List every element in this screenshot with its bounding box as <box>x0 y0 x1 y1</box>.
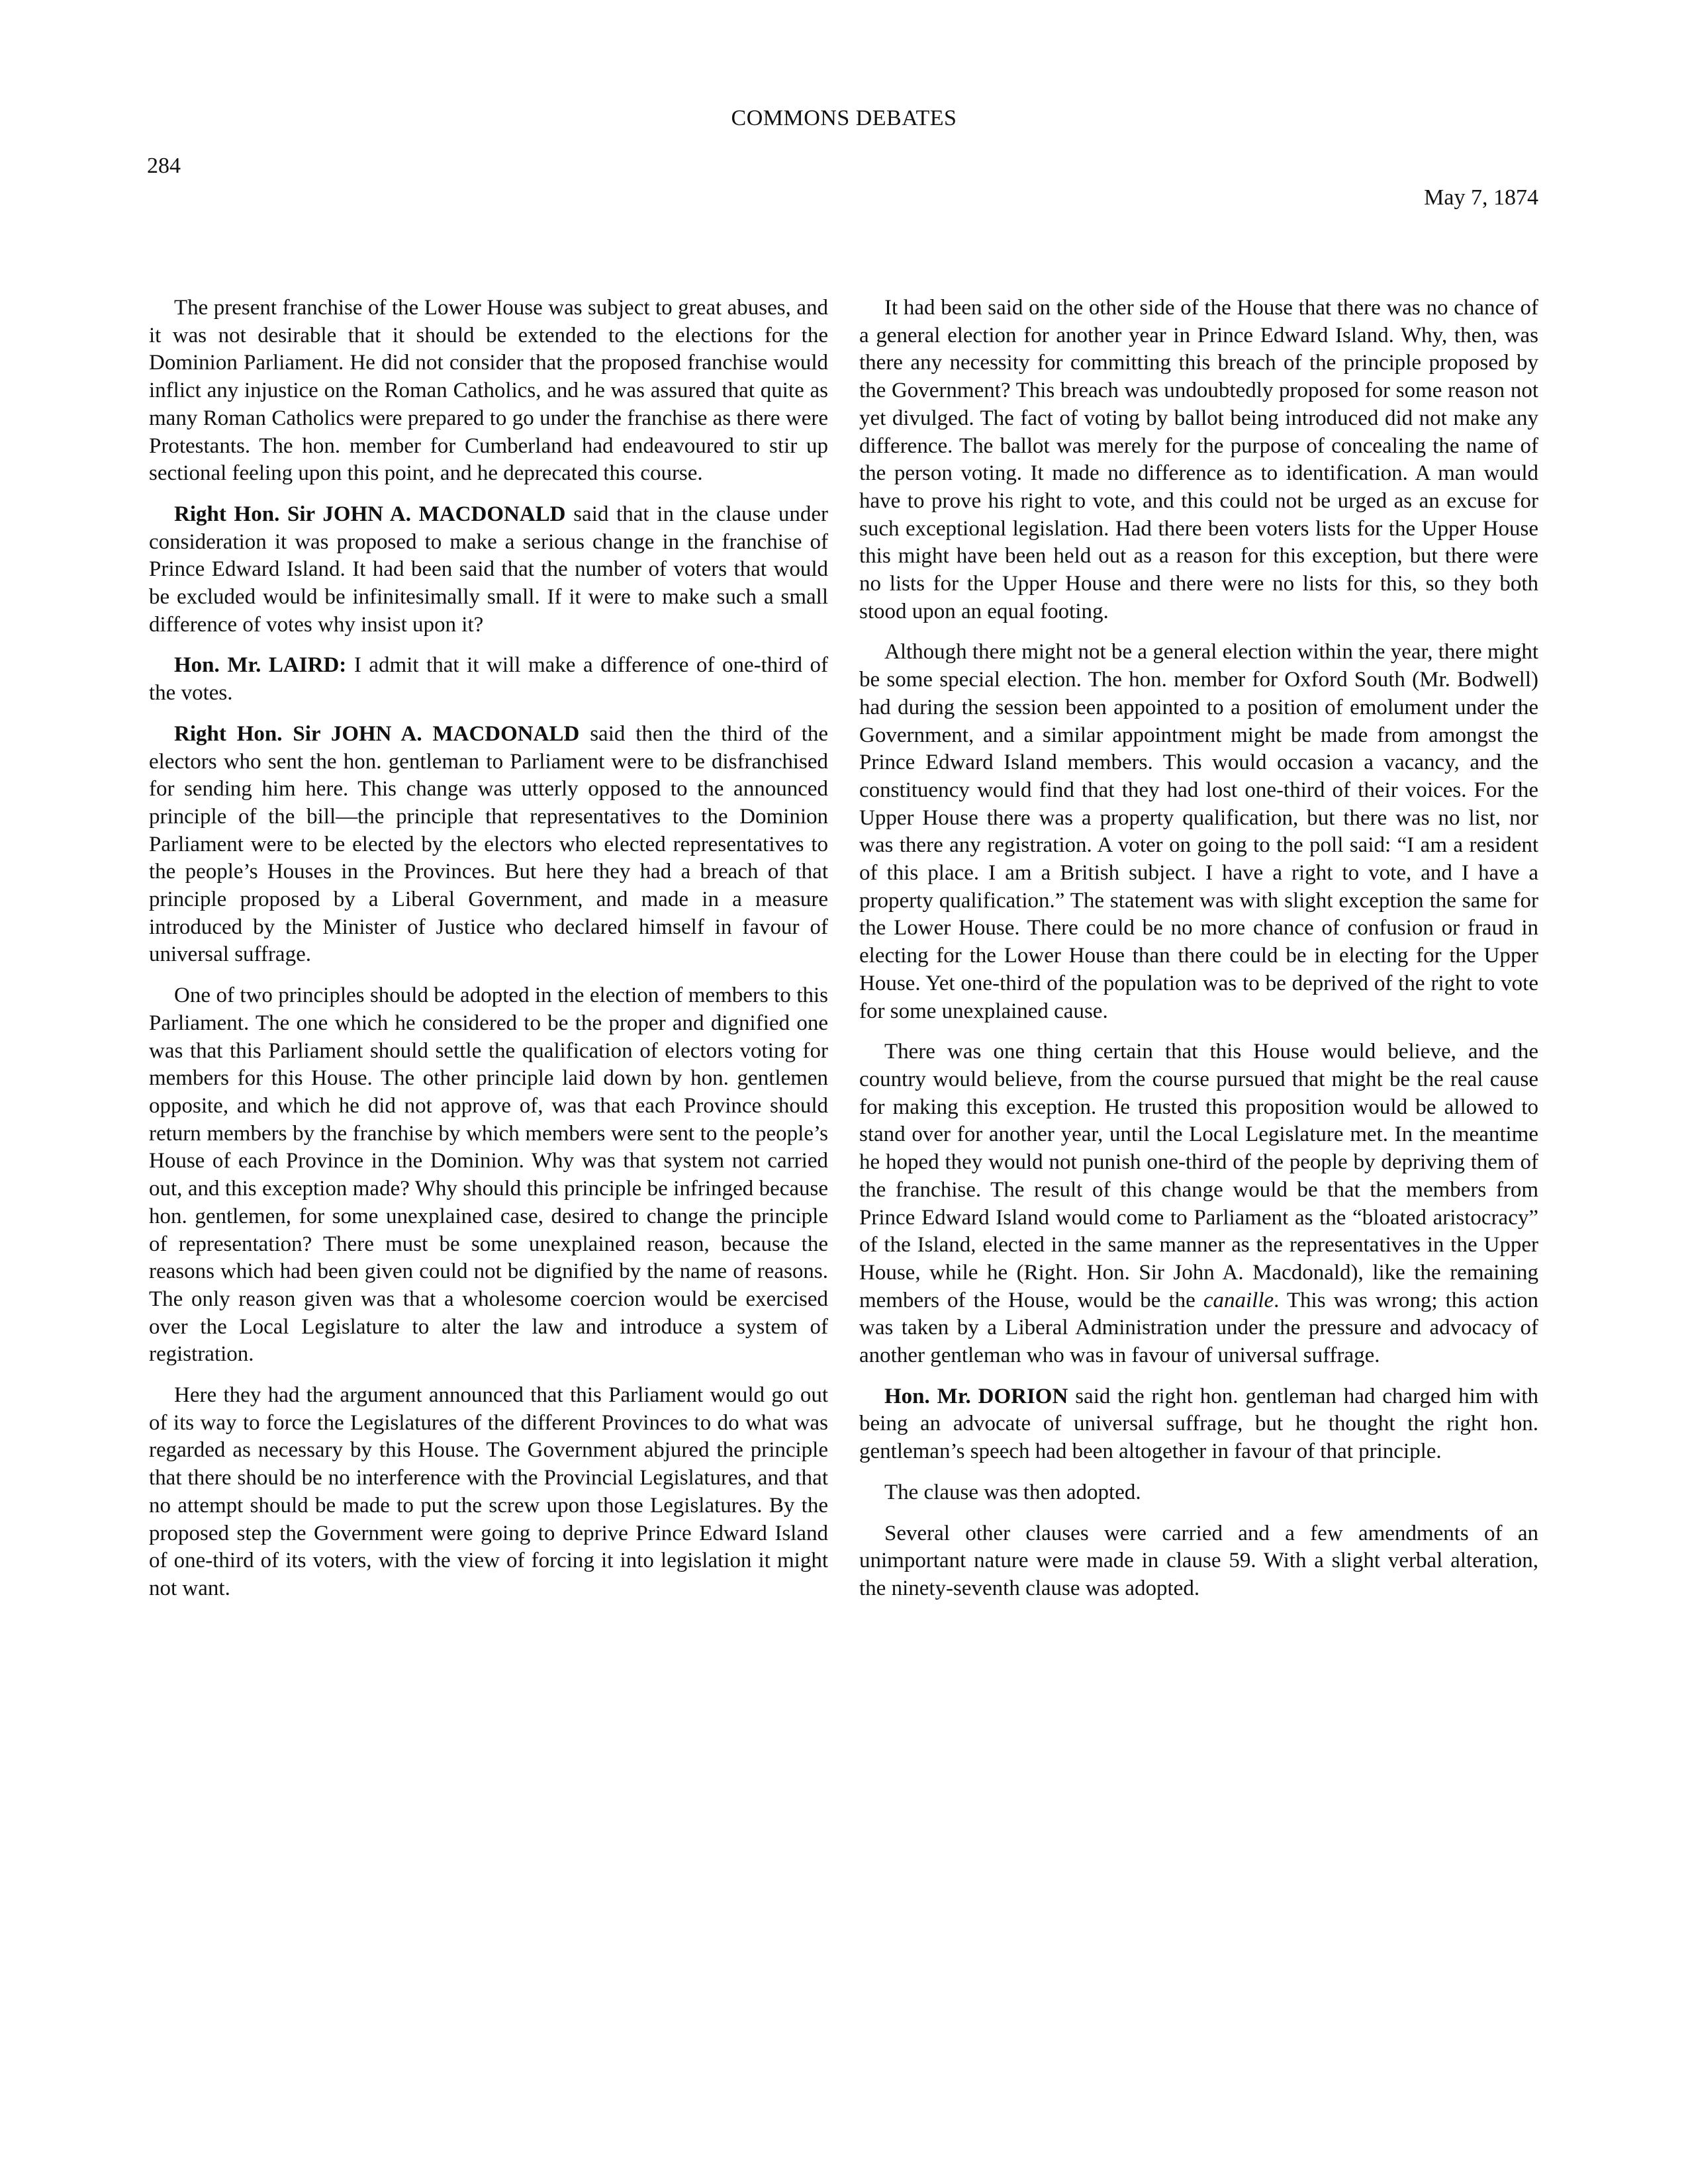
paragraph-text: said that in the clause under consideration it was proposed to make a serious change in the franchise of Prince Edward Island. It had been said that the number of voters that would be excluded would be infinitesimally small. If it were to make such a small difference of votes why insist upon it? <box>149 502 828 637</box>
speech-paragraph <box>859 1383 1538 1466</box>
paragraph-text: It had been said on the other side of the House that there was no chance of a general election for another year in Prince Edward Island. Why, then, was there any necessity for committing this breach of the principle proposed by the Government? This breach was undoubtedly proposed for some reason not yet divulged. The fact of voting by ballot being introduced did not make any difference. The ballot was merely for the purpose of concealing the name of the person voting. It made no difference as to identification. A man would have to prove his right to vote, and this could not be urged as an excuse for such exceptional legislation. Had there been voters lists for the Upper House this might have been held out as a reason for this exception, but there were no lists for the Upper House and there were no lists for this, so they both stood upon an equal footing. <box>859 296 1538 623</box>
paragraph-text: The clause was then adopted. <box>884 1480 1141 1504</box>
paragraph <box>859 1520 1538 1603</box>
speaker-name: Hon. Mr. LAIRD: <box>174 653 347 678</box>
paragraph-text: One of two principles should be adopted in the election of members to this Parliament. The one which he considered to be the proper and dignified one was that this Parliament should settle the qualification of electors voting for members for this House. The other principle laid down by hon. gentlemen opposite, and which he did not approve of, was that each Province should return members by the franchise by which members were sent to the people’s House of each Province in the Dominion. Why was that system not carried out, and this exception made? Why should this principle be infringed because hon. gentlemen, for some unexplained case, desired to change the principle of representation? There must be some unexplained reason, because the reasons which had been given could not be dignified by the name of reasons. The only reason given was that a wholesome coercion would be exercised over the Local Legislature to alter the law and introduce a system of registration. <box>149 983 828 1367</box>
paragraph <box>149 295 828 488</box>
speech-paragraph <box>149 721 828 969</box>
page-number: 284 <box>147 154 181 178</box>
paragraph-text: Several other clauses were carried and a few amendments of an unimportant nature were made in clause 59. With a slight verbal alteration, the ninety-seventh clause was adopted. <box>859 1521 1538 1600</box>
paragraph-text: Here they had the argument announced that this Parliament would go out of its way to force the Legislatures of the different Provinces to do what was regarded as necessary by this House. The Government abjured the principle that there should be no interference with the Provincial Legislatures, and that no attempt should be made to put the screw upon those Legislatures. By the proposed step the Government were going to deprive Prince Edward Island of one-third of its voters, with the view of forcing it into legislation it might not want. <box>149 1383 828 1600</box>
paragraph-text: There was one thing certain that this House would believe, and the country would believe, from the course pursued that might be the real cause for making this exception. He trusted this proposition would be allowed to stand over for another year, until the Local Legislature met. In the meantime he hoped they would not punish one-third of the people by depriving them of the franchise. The result of this change would be that the members from Prince Edward Island would come to Parliament as the “bloated aristocracy” of the Island, elected in the same manner as the representatives in the Upper House, while he (Right. Hon. Sir John A. Macdonald), like the remaining members of the House, would be the <box>859 1040 1538 1312</box>
running-head: COMMONS DEBATES <box>731 106 957 130</box>
speaker-name: Right Hon. Sir JOHN A. MACDONALD <box>174 721 580 746</box>
paragraph <box>859 295 1538 625</box>
paragraph <box>859 639 1538 1025</box>
speech-paragraph <box>149 501 828 639</box>
italic-term: canaille <box>1203 1288 1274 1312</box>
paragraph <box>859 1038 1538 1369</box>
paragraph <box>859 1479 1538 1507</box>
paragraph <box>149 982 828 1369</box>
paragraph-text: I admit that it will make a difference of one-third of the votes. <box>149 653 828 705</box>
paragraph <box>149 1382 828 1603</box>
speaker-name: Hon. Mr. DORION <box>884 1384 1068 1408</box>
right-column <box>859 295 1538 1616</box>
left-column <box>149 295 828 1616</box>
speech-paragraph <box>149 652 828 707</box>
paragraph-text: The present franchise of the Lower House was subject to great abuses, and it was not desirable that it should be extended to the elections for the Dominion Parliament. He did not consider that the proposed franchise would inflict any injustice on the Roman Catholics, and he was assured that quite as many Roman Catholics were prepared to go under the franchise as there were Protestants. The hon. member for Cumberland had endeavoured to stir up sectional feeling upon this point, and he deprecated this course. <box>149 296 828 486</box>
page-date: May 7, 1874 <box>1424 185 1538 210</box>
paragraph-text: said the right hon. gentleman had charged him with being an advocate of universal suffrage, but he thought the right hon. gentleman’s speech had been altogether in favour of that principle. <box>859 1384 1538 1464</box>
paragraph-text-continued: . This was wrong; this action was taken by a Liberal Administration under the pressure and advocacy of another gentleman who was in favour of universal suffrage. <box>859 1288 1538 1368</box>
paragraph-text: said then the third of the electors who sent the hon. gentleman to Parliament were to be disfranchised for sending him here. This change was utterly opposed to the announced principle of the bill—the principle that representatives to the Dominion Parliament were to be elected by the electors who elected representatives to the people’s Houses in the Provinces. But here they had a breach of that principle proposed by a Liberal Government, and made in a measure introduced by the Minister of Justice who declared himself in favour of universal suffrage. <box>149 721 829 967</box>
speaker-name: Right Hon. Sir JOHN A. MACDONALD <box>174 502 566 526</box>
paragraph-text: Although there might not be a general election within the year, there might be some special election. The hon. member for Oxford South (Mr. Bodwell) had during the session been appointed to a position of emolument under the Government, and a similar appointment might be made from amongst the Prince Edward Island members. This would occasion a vacancy, and the constituency would find that they had lost one-third of their voices. For the Upper House there was a property qualification, but there was no list, nor was there any registration. A voter on going to the poll said: “I am a resident of this place. I am a British subject. I have a right to vote, and I have a property qualification.” The statement was with slight exception the same for the Lower House. There could be no more chance of confusion or fraud in electing for the Lower House than there could be in electing for the Upper House. Yet one-third of the population was to be deprived of the right to vote for some unexplained cause. <box>859 640 1538 1023</box>
